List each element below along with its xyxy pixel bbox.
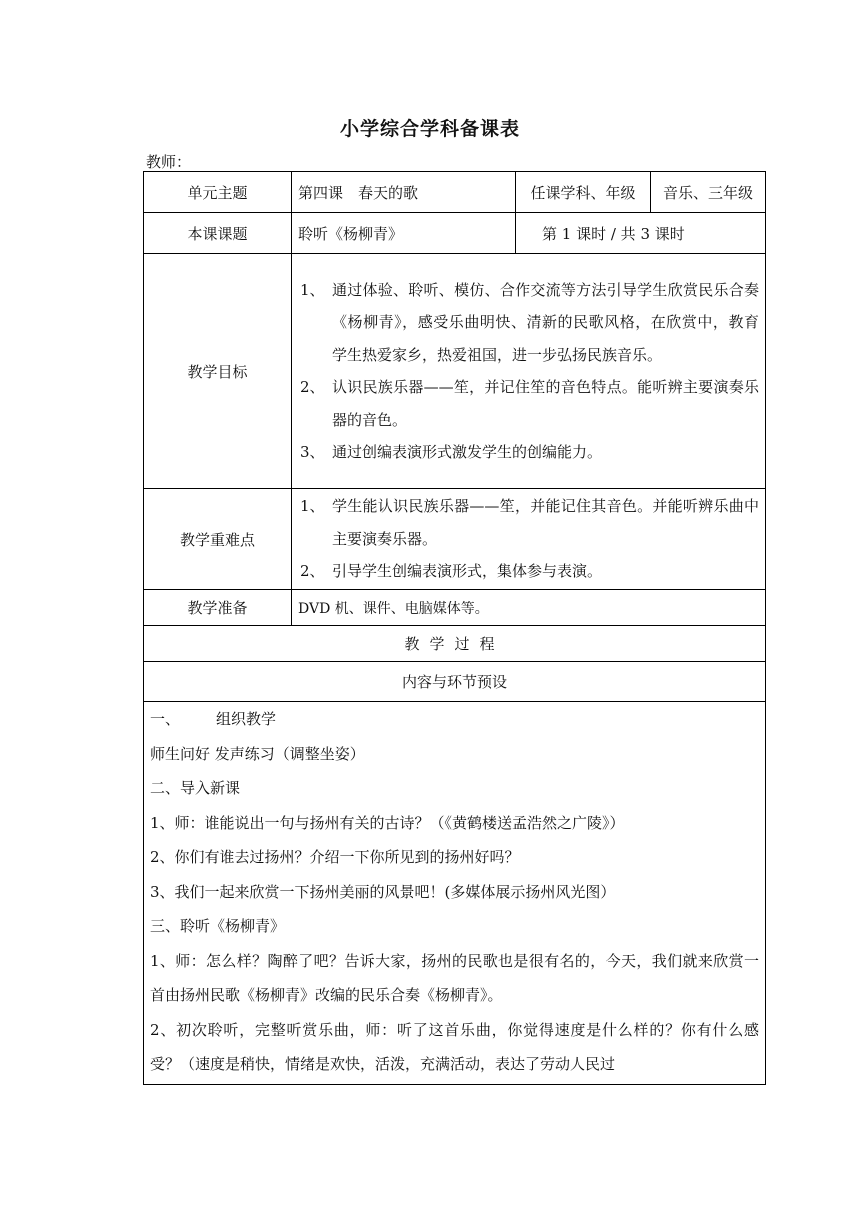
section-listen: 三、聆听《杨柳青》 bbox=[150, 917, 286, 935]
row-unit-theme bbox=[144, 172, 766, 213]
row-teaching-prep bbox=[144, 590, 766, 626]
section-organize: 一、 组织教学 bbox=[150, 710, 277, 728]
lesson-plan-table bbox=[143, 171, 766, 1085]
key-point-item: 1、 学生能认识民族乐器——笙，并能记住其音色。并能听辨乐曲中主要演奏乐器。 bbox=[300, 497, 759, 548]
goal-item: 1、 通过体验、聆听、模仿、合作交流等方法引导学生欣赏民乐合奏《杨柳青》，感受乐曲明快、清新的民歌风格，在欣赏中，教育学生热爱家乡，热爱祖国，进一步弘扬民族音乐。 bbox=[300, 280, 759, 364]
key-points-label: 教学重难点 bbox=[144, 489, 292, 590]
row-key-points bbox=[144, 489, 766, 590]
body-line: 1、师：谁能说出一句与扬州有关的古诗？（《黄鹤楼送孟浩然之广陵》） bbox=[150, 813, 625, 832]
teaching-prep-value: DVD 机、课件、电脑媒体等。 bbox=[292, 590, 766, 626]
teacher-label: 教师： bbox=[146, 153, 192, 171]
process-body bbox=[144, 702, 766, 1085]
subject-grade-value: 音乐、三年级 bbox=[651, 172, 766, 213]
unit-theme-value: 第四课 春天的歌 bbox=[292, 172, 516, 213]
key-points-content bbox=[292, 489, 766, 590]
body-line: 师生问好 发声练习（调整坐姿） bbox=[150, 744, 365, 763]
row-process-body bbox=[144, 702, 766, 1085]
teaching-goals-content bbox=[292, 254, 766, 489]
row-content-header bbox=[144, 662, 766, 702]
teaching-prep-label: 教学准备 bbox=[144, 590, 292, 626]
body-line: 2、你们有谁去过扬州？介绍一下你所见到的扬州好吗？ bbox=[150, 848, 520, 866]
body-line: 2、初次聆听，完整听赏乐曲，师：听了这首乐曲，你觉得速度是什么样的？你有什么感受？（速度是稍快，情绪是欢快，活泼，充满活动，表达了劳动人民过 bbox=[150, 1020, 759, 1073]
goal-item: 2、 认识民族乐器——笙，并记住笙的音色特点。能听辨主要演奏乐器的音色。 bbox=[300, 378, 759, 429]
unit-theme-label: 单元主题 bbox=[144, 172, 292, 213]
process-header: 教学过程 bbox=[144, 626, 766, 662]
body-line: 3、我们一起来欣赏一下扬州美丽的风景吧！(多媒体展示扬州风光图） bbox=[150, 882, 616, 901]
teaching-goals-label: 教学目标 bbox=[144, 254, 292, 489]
key-point-item: 2、 引导学生创编表演形式，集体参与表演。 bbox=[300, 562, 603, 581]
goal-item: 3、 通过创编表演形式激发学生的创编能力。 bbox=[300, 443, 603, 461]
row-process-header bbox=[144, 626, 766, 662]
row-lesson-topic bbox=[144, 213, 766, 254]
section-intro: 二、导入新课 bbox=[150, 779, 241, 797]
lesson-period: 第 1 课时 / 共 3 课时 bbox=[516, 213, 766, 254]
page-title: 小学综合学科备课表 bbox=[339, 118, 520, 140]
row-teaching-goals bbox=[144, 254, 766, 489]
lesson-topic-label: 本课课题 bbox=[144, 213, 292, 254]
body-line: 1、师：怎么样？陶醉了吧？告诉大家，扬州的民歌也是很有名的，今天，我们就来欣赏一首由扬州民歌《杨柳青》改编的民乐合奏《杨柳青》。 bbox=[150, 951, 759, 1004]
lesson-topic-value: 聆听《杨柳青》 bbox=[292, 213, 516, 254]
content-header: 内容与环节预设 bbox=[144, 662, 766, 702]
subject-grade-label: 任课学科、年级 bbox=[516, 172, 651, 213]
